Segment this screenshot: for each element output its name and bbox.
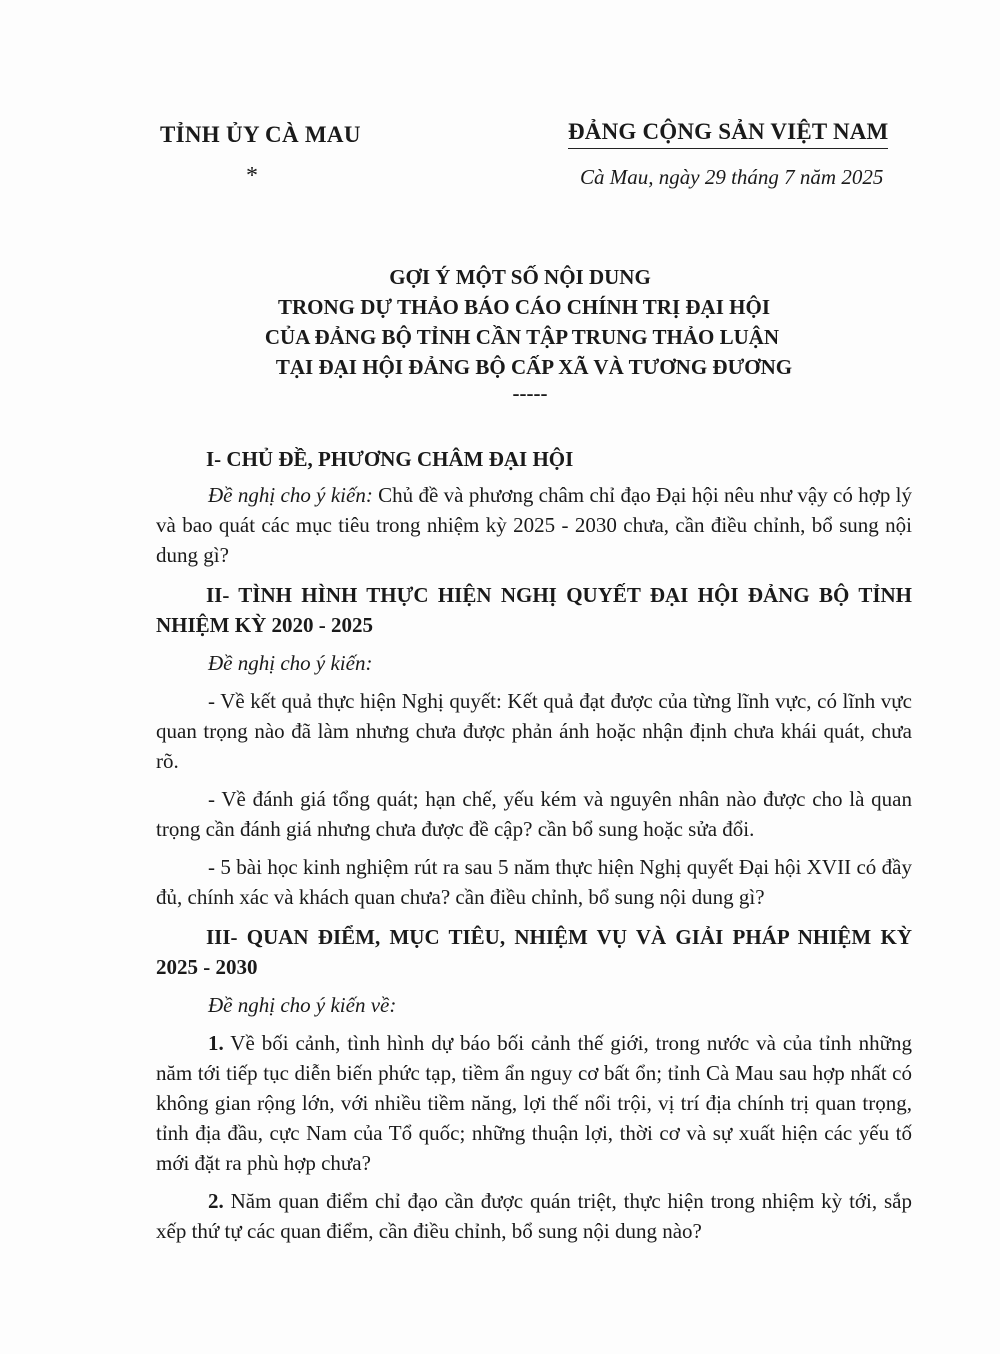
section-1-heading: I- CHỦ ĐỀ, PHƯƠNG CHÂM ĐẠI HỘI: [206, 447, 574, 471]
title-line-1: GỢI Ý MỘT SỐ NỘI DUNG: [389, 265, 651, 289]
item-text: Năm quan điểm chỉ đạo cần được quán triệt, thực hiện trong nhiệm kỳ tới, sắp xếp thứ tự các quan điểm, cần điều chỉnh, bổ sung nội dung nào?: [156, 1189, 912, 1243]
title-separator: -----: [512, 381, 548, 405]
title-line-4: TẠI ĐẠI HỘI ĐẢNG BỘ CẤP XÃ VÀ TƯƠNG ĐƯƠNG: [275, 355, 793, 379]
section-2-item: - 5 bài học kinh nghiệm rút ra sau 5 năm thực hiện Nghị quyết Đại hội XVII có đầy đủ, chính xác và khách quan chưa? cần điều chỉnh, bổ sung nội dung gì?: [156, 855, 912, 909]
section-2-item: - Về kết quả thực hiện Nghị quyết: Kết quả đạt được của từng lĩnh vực, có lĩnh vực quan trọng nào đã làm nhưng chưa được phản ánh hoặc nhận định chưa khái quát, chưa rõ.: [156, 689, 912, 773]
section-3-prompt: Đề nghị cho ý kiến về:: [208, 993, 397, 1017]
section-1-prompt: Đề nghị cho ý kiến:: [208, 483, 373, 507]
section-3-item: [156, 1186, 912, 1246]
section-2-prompt: Đề nghị cho ý kiến:: [208, 651, 373, 675]
issuing-organization: TỈNH ỦY CÀ MAU: [160, 122, 361, 147]
document-body: [156, 444, 912, 1246]
item-number: 1.: [208, 1031, 224, 1055]
party-name: ĐẢNG CỘNG SẢN VIỆT NAM: [568, 119, 888, 149]
item-number: 2.: [208, 1189, 224, 1213]
section-1-paragraph: [156, 480, 912, 570]
title-line-2: TRONG DỰ THẢO BÁO CÁO CHÍNH TRỊ ĐẠI HỘI: [277, 295, 770, 319]
section-1-text: Chủ đề và phương châm chỉ đạo Đại hội nêu như vậy có hợp lý và bao quát các mục tiêu trong nhiệm kỳ 2025 - 2030 chưa, cần điều chỉnh, bổ sung nội dung gì?: [156, 483, 912, 567]
title-line-3: CỦA ĐẢNG BỘ TỈNH CẦN TẬP TRUNG THẢO LUẬN: [264, 325, 780, 349]
date-line: Cà Mau, ngày 29 tháng 7 năm 2025: [580, 165, 884, 189]
document-title: [0, 262, 1000, 404]
section-3-heading: III- QUAN ĐIỂM, MỤC TIÊU, NHIỆM VỤ VÀ GIẢI PHÁP NHIỆM KỲ 2025 - 2030: [156, 925, 912, 979]
section-2-heading: II- TÌNH HÌNH THỰC HIỆN NGHỊ QUYẾT ĐẠI HỘI ĐẢNG BỘ TỈNH NHIỆM KỲ 2020 - 2025: [156, 583, 912, 637]
section-3-item: [156, 1028, 912, 1178]
item-text: Về bối cảnh, tình hình dự báo bối cảnh thế giới, trong nước và của tỉnh những năm tới tiếp tục diễn biến phức tạp, tiềm ẩn nguy cơ bất ổn; tỉnh Cà Mau sau hợp nhất có không gian rộng lớn, với nhiều tiềm năng, lợi thế nổi trội, vị trí địa chính trị quan trọng, tỉnh địa đầu, cực Nam của Tổ quốc; những thuận lợi, thời cơ và sự xuất hiện các yếu tố mới đặt ra phù hợp chưa?: [156, 1031, 912, 1175]
section-2-item: - Về đánh giá tổng quát; hạn chế, yếu kém và nguyên nhân nào được cho là quan trọng cần đánh giá nhưng chưa được đề cập? cần bổ sung hoặc sửa đổi.: [156, 787, 912, 841]
header-star: *: [246, 163, 258, 189]
